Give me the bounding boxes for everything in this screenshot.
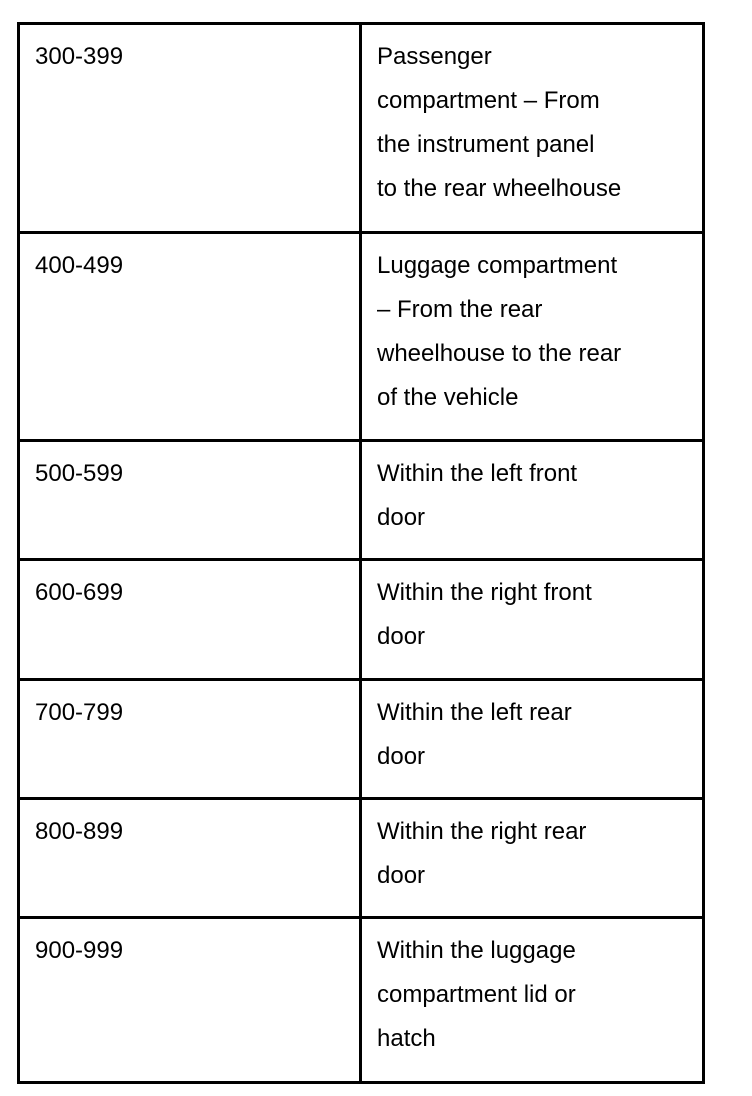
description-line: wheelhouse to the rear [377,340,622,367]
range-cell: 700-799 [19,680,361,799]
description-cell [361,24,704,233]
description-line: Within the luggage [377,937,576,964]
description-line: hatch [377,1025,436,1052]
description-line: Within the right rear [377,818,587,845]
description-cell [361,560,704,680]
range-cell: 300-399 [19,24,361,233]
description-line: door [377,504,426,531]
range-cell: 600-699 [19,560,361,680]
description-cell [361,799,704,918]
description-line: the instrument panel [377,131,595,158]
description-line: to the rear wheelhouse [377,175,622,202]
zone-table [17,22,705,1084]
range-cell: 800-899 [19,799,361,918]
range-cell: 500-599 [19,441,361,560]
description-line: door [377,862,426,889]
table-row [19,24,704,233]
table-row [19,918,704,1083]
description-cell [361,918,704,1083]
table-row [19,233,704,441]
description-line: of the vehicle [377,384,519,411]
description-line: Luggage compartment [377,252,618,279]
description-line: Within the right front [377,579,592,606]
description-cell [361,441,704,560]
description-line: – From the rear [377,296,543,323]
range-cell: 400-499 [19,233,361,441]
description-line: Within the left rear [377,699,572,726]
description-line: door [377,623,426,650]
description-cell [361,233,704,441]
description-line: door [377,743,426,770]
table-row [19,441,704,560]
range-cell: 900-999 [19,918,361,1083]
table-row [19,560,704,680]
description-line: compartment lid or [377,981,576,1008]
description-cell [361,680,704,799]
description-line: Within the left front [377,460,578,487]
description-line: compartment – From [377,87,600,114]
table-row [19,799,704,918]
table-row [19,680,704,799]
description-line: Passenger [377,43,492,70]
